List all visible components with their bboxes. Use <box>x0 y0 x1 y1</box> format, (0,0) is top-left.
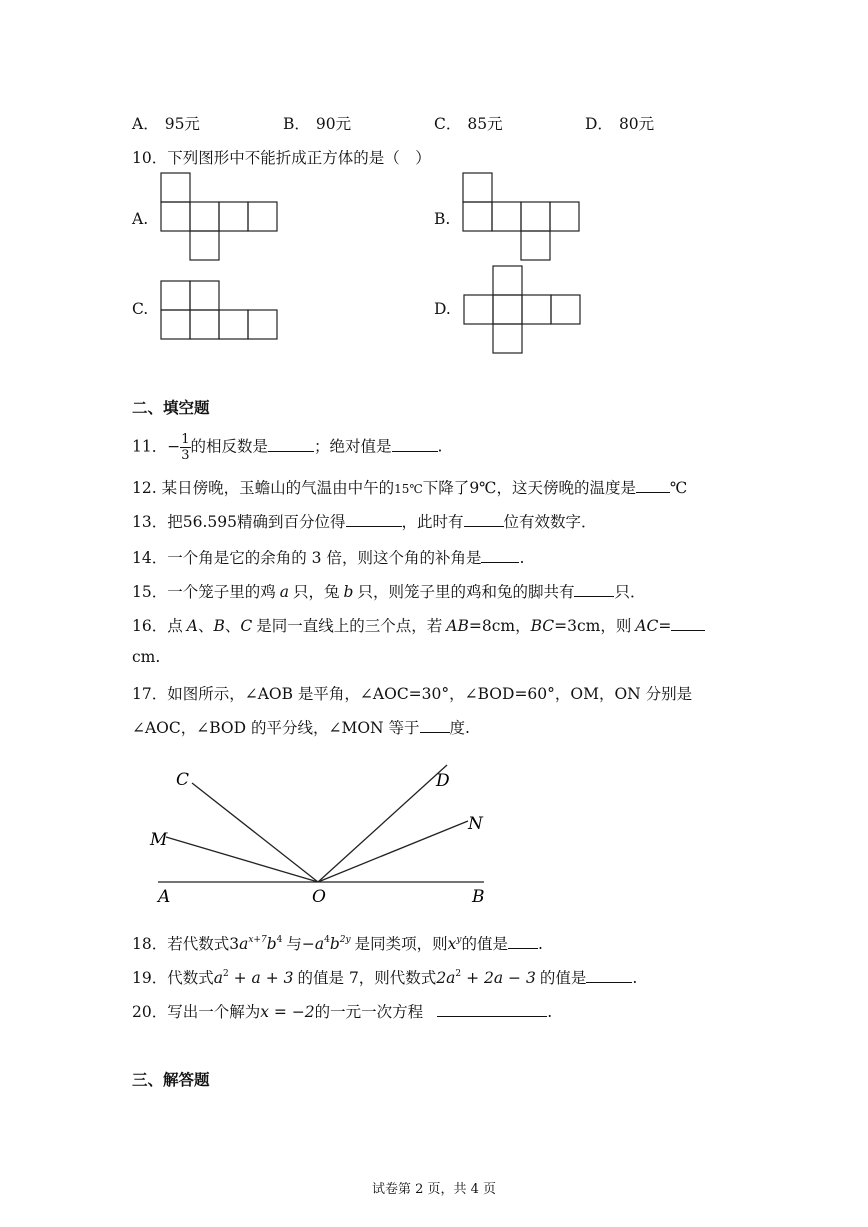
q9-option-c: C． 85元 <box>434 115 503 133</box>
q17-line2: ∠AOC，∠BOD 的平分线，∠MON 等于 度. <box>132 719 470 737</box>
label-d: D <box>436 771 450 791</box>
label-o: O <box>312 887 326 907</box>
section-2-title: 二、填空题 <box>132 398 210 417</box>
q10-net-c <box>160 280 280 342</box>
ray-od <box>318 765 447 882</box>
label-a: A <box>158 887 171 907</box>
q12: 12. 某日傍晚，玉蟾山的气温由中午的15℃下降了9℃，这天傍晚的温度是 ℃ <box>132 479 688 497</box>
figure-17 <box>140 755 500 915</box>
q9-option-d: D． 80元 <box>585 115 655 133</box>
q10-label-d: D. <box>434 300 451 318</box>
q10-stem: 10．下列图形中不能折成正方体的是（ ） <box>132 149 431 167</box>
q20: 20．写出一个解为x = −2的一元一次方程 . <box>132 1003 553 1021</box>
q10-label-c: C. <box>132 300 149 318</box>
q10-net-b <box>462 172 582 264</box>
label-m: M <box>150 830 168 850</box>
q13: 13．把56.595精确到百分位得 ，此时有 位有效数字． <box>132 513 597 531</box>
label-c: C <box>176 770 190 790</box>
q19: 19．代数式$a^2 + a + 3$ 的值是 7，则代数式$2a^2 + 2a - 3$ 的值是 . <box>132 969 638 987</box>
q10-net-a <box>160 172 280 264</box>
q10-net-d <box>463 265 583 357</box>
q10-label-b: B. <box>434 210 451 228</box>
q18: 18．若代数式$3a^{x+7}b^4$ 与$-a^4b^{2y}$ 是同类项，则$x^y$的值是 . <box>132 935 543 953</box>
section-3-title: 三、解答题 <box>132 1070 210 1089</box>
q16-line2: cm. <box>132 648 161 666</box>
q16: 16．点 A、B、C 是同一直线上的三个点，若 AB=8cm，BC=3cm，则 AC= <box>132 614 705 636</box>
q17-line1: 17．如图所示，∠AOB 是平角，∠AOC=30°，∠BOD=60°，OM，ON 分别是 <box>132 685 693 703</box>
q10-label-a: A. <box>132 210 149 228</box>
ray-om <box>166 837 318 882</box>
label-n: N <box>468 814 483 834</box>
page-footer: 试卷第 2 页，共 4 页 <box>371 1182 497 1197</box>
ray-on <box>318 821 468 882</box>
q11-fraction: $\frac{1}{3}$ <box>181 432 190 463</box>
q9-option-b: B． 90元 <box>283 115 352 133</box>
q15: 15．一个笼子里的鸡 a 只，兔 b 只，则笼子里的鸡和兔的脚共有 只． <box>132 583 646 601</box>
q9-option-a: A． 95元 <box>132 115 200 133</box>
q14: 14．一个角是它的余角的 3 倍，则这个角的补角是 . <box>132 549 525 567</box>
ray-oc <box>192 783 318 882</box>
label-b: B <box>472 887 485 907</box>
q11: 11．− $\frac{1}{3}$ 的相反数是 ；绝对值是 . <box>132 432 443 463</box>
